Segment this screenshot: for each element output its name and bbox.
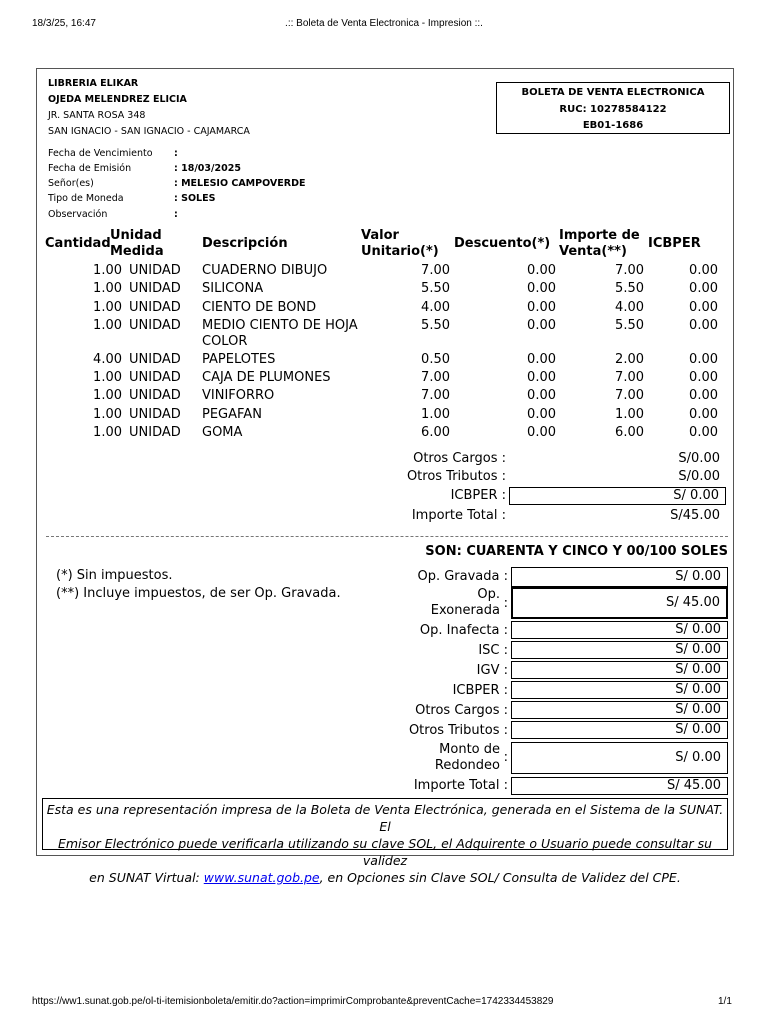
desc-line: PAPELOTES [202, 352, 276, 367]
summary-otros-cargos-label: Otros Cargos : [415, 703, 508, 718]
cell-amount: 1.00 [615, 407, 644, 422]
print-page-title: .:: Boleta de Venta Electronica - Impresion ::. [285, 18, 483, 29]
otros-cargos-label: Otros Cargos : [413, 451, 506, 466]
meta-value: : [174, 148, 178, 159]
op-exonerada-colon: : [503, 596, 508, 611]
print-datetime: 18/3/25, 16:47 [32, 18, 96, 29]
desc-line: CIENTO DE BOND [202, 300, 317, 315]
cell-price: 0.50 [421, 352, 450, 367]
col-header-valor-unitario [361, 228, 439, 260]
legal-line-1: Esta es una representación impresa de la Boleta de Venta Electrónica, generada en el Sistema de la SUNAT. El [46, 802, 724, 834]
cell-amount: 2.00 [615, 352, 644, 367]
legal-line-2: Emisor Electrónico puede verificarla utilizando su clave SOL, el Adquirente o Usuario puede consultar su validez [57, 836, 713, 868]
cell-price: 4.00 [421, 300, 450, 315]
legal-disclaimer [42, 798, 728, 885]
meta-label: Fecha de Emisión [48, 163, 132, 174]
cell-amount: 7.00 [615, 370, 644, 385]
cell-disc: 0.00 [527, 281, 556, 296]
print-footer-url: https://ww1.sunat.gob.pe/ol-ti-itemisionboleta/emitir.do?action=imprimirComprobante&preventCache=1742334453829 [32, 996, 554, 1007]
col-header-descripcion: Descripción [202, 236, 288, 251]
cell-unit: UNIDAD [129, 263, 181, 278]
summary-icbper-value: S/ 0.00 [511, 681, 728, 699]
otros-tributos-label: Otros Tributos : [406, 469, 506, 484]
cell-icbper: 0.00 [689, 352, 718, 367]
meta-label: Observación [48, 209, 108, 220]
issuer-business-name: LIBRERIA ELIKAR [48, 78, 139, 89]
importe-total-value: S/45.00 [670, 508, 720, 523]
cell-qty: 1.00 [93, 370, 122, 385]
cell-desc [202, 263, 372, 279]
cell-amount: 7.00 [615, 388, 644, 403]
redondeo-label [380, 742, 500, 774]
cell-icbper: 0.00 [689, 388, 718, 403]
meta-label: Tipo de Moneda [48, 193, 124, 204]
legal-line-3-pre: en SUNAT Virtual: [89, 870, 204, 885]
isc-label: ISC : [478, 643, 508, 658]
cell-desc [202, 407, 372, 423]
cell-price: 5.50 [421, 318, 450, 333]
col-header-text: Unitario(*) [361, 244, 439, 259]
op-gravada-value: S/ 0.00 [511, 567, 728, 587]
cell-qty: 1.00 [93, 407, 122, 422]
amount-in-words: SON: CUARENTA Y CINCO Y 00/100 SOLES [425, 544, 728, 559]
col-header-text: Valor [361, 228, 399, 243]
meta-value: : MELESIO CAMPOVERDE [174, 178, 306, 189]
summary-otros-tributos-value: S/ 0.00 [511, 721, 728, 739]
label-line: Monto de [439, 742, 500, 757]
cell-amount: 6.00 [615, 425, 644, 440]
meta-value: : SOLES [174, 193, 216, 204]
cell-disc: 0.00 [527, 425, 556, 440]
issuer-owner-name: OJEDA MELENDREZ ELICIA [48, 94, 187, 105]
label-line: Op. [477, 587, 500, 602]
cell-desc [202, 370, 372, 386]
label-line: Redondeo [434, 758, 500, 773]
cell-price: 7.00 [421, 388, 450, 403]
col-header-text: Venta(**) [559, 244, 627, 259]
cell-icbper: 0.00 [689, 318, 718, 333]
igv-value: S/ 0.00 [511, 661, 728, 679]
cell-amount: 7.00 [615, 263, 644, 278]
cell-disc: 0.00 [527, 300, 556, 315]
col-header-text: Medida [110, 244, 164, 259]
redondeo-value: S/ 0.00 [511, 742, 728, 774]
op-inafecta-label: Op. Inafecta : [419, 623, 508, 638]
cell-unit: UNIDAD [129, 388, 181, 403]
sunat-link[interactable]: www.sunat.gob.pe [203, 870, 320, 885]
summary-otros-cargos-value: S/ 0.00 [511, 701, 728, 719]
cell-unit: UNIDAD [129, 318, 181, 333]
desc-line: CUADERNO DIBUJO [202, 263, 328, 278]
cell-qty: 1.00 [93, 300, 122, 315]
importe-total-label: Importe Total : [411, 508, 506, 523]
cell-qty: 1.00 [93, 281, 122, 296]
col-header-text: Importe de [559, 228, 640, 243]
cell-qty: 1.00 [93, 388, 122, 403]
cell-desc [202, 352, 372, 368]
cell-qty: 1.00 [93, 425, 122, 440]
col-header-importe [559, 228, 640, 260]
cell-unit: UNIDAD [129, 407, 181, 422]
cell-unit: UNIDAD [129, 425, 181, 440]
print-page-indicator: 1/1 [718, 996, 732, 1007]
desc-line: PEGAFAN [202, 407, 262, 422]
icbper-value: S/ 0.00 [509, 487, 726, 505]
op-gravada-label: Op. Gravada : [417, 569, 508, 584]
redondeo-colon: : [503, 750, 508, 765]
document-type: BOLETA DE VENTA ELECTRONICA [521, 87, 705, 98]
note-sin-impuestos: (*) Sin impuestos. [56, 568, 173, 583]
legal-line-3-post: , en Opciones sin Clave SOL/ Consulta de Validez del CPE. [319, 870, 681, 885]
cell-desc [202, 318, 372, 350]
cell-icbper: 0.00 [689, 407, 718, 422]
cell-icbper: 0.00 [689, 281, 718, 296]
meta-value: : [174, 209, 178, 220]
note-incluye-impuestos: (**) Incluye impuestos, de ser Op. Gravada. [56, 586, 341, 601]
cell-desc [202, 388, 372, 404]
cell-disc: 0.00 [527, 388, 556, 403]
cell-disc: 0.00 [527, 318, 556, 333]
cell-desc [202, 300, 372, 316]
col-header-unidad [110, 228, 164, 260]
document-id-box [496, 82, 730, 134]
cell-amount: 5.50 [615, 281, 644, 296]
cell-desc [202, 281, 372, 297]
col-header-cantidad: Cantidad [45, 236, 111, 251]
cell-unit: UNIDAD [129, 281, 181, 296]
cell-qty: 4.00 [93, 352, 122, 367]
meta-label: Fecha de Vencimiento [48, 148, 153, 159]
cell-amount: 5.50 [615, 318, 644, 333]
cell-amount: 4.00 [615, 300, 644, 315]
otros-cargos-value: S/0.00 [678, 451, 720, 466]
cell-qty: 1.00 [93, 263, 122, 278]
cell-price: 1.00 [421, 407, 450, 422]
cell-icbper: 0.00 [689, 370, 718, 385]
op-inafecta-value: S/ 0.00 [511, 621, 728, 639]
desc-line: MEDIO CIENTO DE HOJA [202, 318, 358, 333]
cell-unit: UNIDAD [129, 300, 181, 315]
col-header-icbper: ICBPER [648, 236, 701, 251]
cell-unit: UNIDAD [129, 370, 181, 385]
desc-line: SILICONA [202, 281, 264, 296]
desc-line: CAJA DE PLUMONES [202, 370, 331, 385]
col-header-text: Unidad [110, 228, 162, 243]
label-line: Exonerada [430, 603, 500, 618]
otros-tributos-value: S/0.00 [678, 469, 720, 484]
icbper-label: ICBPER : [450, 488, 506, 503]
issuer-address: JR. SANTA ROSA 348 [48, 110, 146, 121]
issuer-location: SAN IGNACIO - SAN IGNACIO - CAJAMARCA [48, 126, 250, 137]
cell-price: 5.50 [421, 281, 450, 296]
summary-total-label: Importe Total : [413, 778, 508, 793]
col-header-descuento: Descuento(*) [454, 236, 551, 251]
summary-otros-tributos-label: Otros Tributos : [408, 723, 508, 738]
cell-desc [202, 425, 372, 441]
cell-disc: 0.00 [527, 407, 556, 422]
op-exonerada-value: S/ 45.00 [511, 587, 728, 619]
cell-icbper: 0.00 [689, 300, 718, 315]
op-exonerada-label [380, 587, 500, 619]
cell-price: 7.00 [421, 263, 450, 278]
cell-disc: 0.00 [527, 370, 556, 385]
legal-line-3 [43, 869, 727, 886]
cell-qty: 1.00 [93, 318, 122, 333]
summary-icbper-label: ICBPER : [452, 683, 508, 698]
meta-label: Señor(es) [48, 178, 94, 189]
desc-line: GOMA [202, 425, 243, 440]
cell-unit: UNIDAD [129, 352, 181, 367]
cell-price: 7.00 [421, 370, 450, 385]
cell-icbper: 0.00 [689, 425, 718, 440]
meta-value: : 18/03/2025 [174, 163, 241, 174]
igv-label: IGV : [476, 663, 508, 678]
document-number: EB01-1686 [582, 120, 644, 131]
cell-disc: 0.00 [527, 352, 556, 367]
isc-value: S/ 0.00 [511, 641, 728, 659]
dashed-separator [46, 536, 728, 537]
desc-line: VINIFORRO [202, 388, 275, 403]
summary-total-value: S/ 45.00 [511, 777, 728, 795]
document-ruc: RUC: 10278584122 [559, 103, 667, 115]
desc-line: COLOR [202, 334, 248, 349]
cell-price: 6.00 [421, 425, 450, 440]
cell-icbper: 0.00 [689, 263, 718, 278]
cell-disc: 0.00 [527, 263, 556, 278]
